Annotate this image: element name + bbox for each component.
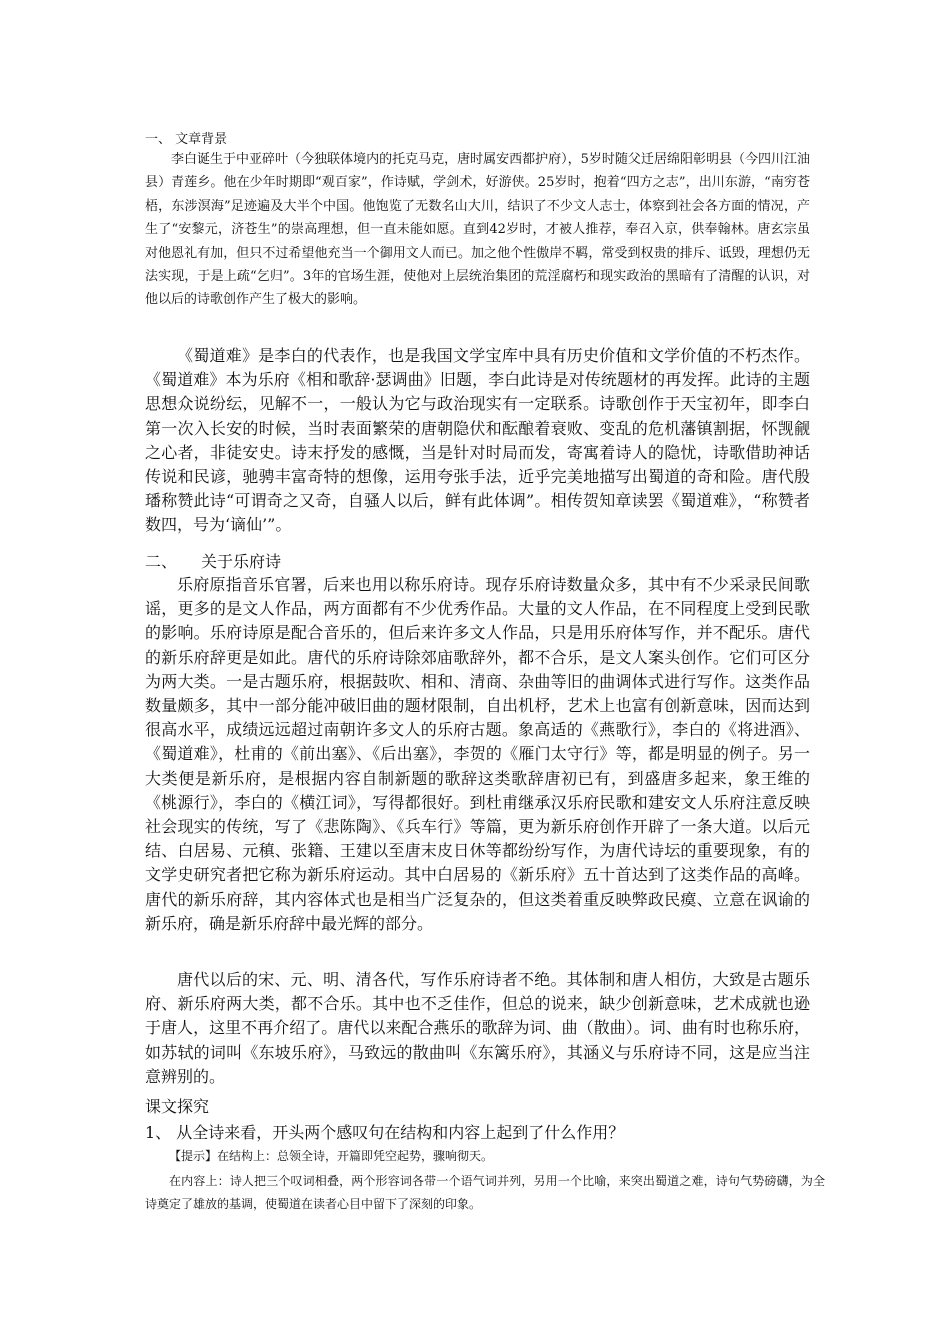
- paragraph-li-bai-biography: 李白诞生于中亚碎叶（今独联体境内的托克马克，唐时属安西都护府），5岁时随父迁居绵阳彰明县（今四川江油县）青莲乡。他在少年时期即“观百家”，作诗赋，学剑术，好游侠。25岁时，抱着“四方之志”，出川东游，“南穷苍梧，东涉溟海”足迹遍及大半个中国。他饱览了无数名山大川，结识了不少文人志士，体察到社会各方面的情况，产生了“安黎元，济苍生”的崇高理想，但一直未能如愿。直到42岁时，才被人推荐，奉召入京，供奉翰林。唐玄宗虽对他恩礼有加，但只不过希望他充当一个御用文人而已。加之他个性傲岸不羁，常受到权贵的排斥、诋毁，理想仍无法实现，于是上疏“乞归”。3年的官场生涯，使他对上层统治集团的荒淫腐朽和现实政治的黑暗有了清醒的认识，对他以后的诗歌创作产生了极大的影响。: [145, 152, 810, 308]
- hint-content: 在内容上：诗人把三个叹词相叠，两个形容词各带一个语气词并列，另用一个比喻，来突出蜀道之难，诗句气势磅礴，为全诗奠定了雄放的基调，使蜀道在读者心目中留下了深刻的印象。: [145, 1174, 825, 1211]
- section-heading-yuefu: 二、 关于乐府诗: [145, 552, 282, 571]
- hint-tag: 【提示】: [169, 1149, 218, 1163]
- question-1: 1、 从全诗来看，开头两个感叹句在结构和内容上起到了什么作用？: [145, 1123, 625, 1142]
- paragraph-yuefu-history: 乐府原指音乐官署，后来也用以称乐府诗。现存乐府诗数量众多，其中有不少采录民间歌谣，更多的是文人作品，两方面都有不少优秀作品。大量的文人作品，在不同程度上受到民歌的影响。乐府诗原是配合音乐的，但后来许多文人作品，只是用乐府体写作，并不配乐。唐代的新乐府辞更是如此。唐代的乐府诗除郊庙歌辞外，都不合乐，是文人案头创作。它们可区分为两大类。一是古题乐府，根据鼓吹、相和、清商、杂曲等旧的曲调体式进行写作。这类作品数量颇多，其中一部分能冲破旧曲的题材限制，自出机杼，艺术上也富有创新意味，因而达到很高水平，成绩远远超过南朝许多文人的乐府古题。象高适的《燕歌行》，李白的《将进酒》、《蜀道难》，杜甫的《前出塞》、《后出塞》，李贺的《雁门太守行》等，都是明显的例子。另一大类便是新乐府，是根据内容自制新题的歌辞这类歌辞唐初已有，到盛唐多起来，象王维的《桃源行》，李白的《横江词》，写得都很好。到杜甫继承汉乐府民歌和建安文人乐府注意反映社会现实的传统，写了《悲陈陶》、《兵车行》等篇，更为新乐府创作开辟了一条大道。以后元结、白居易、元稹、张籍、王建以至唐末皮日休等都纷纷写作，为唐代诗坛的重要现象，有的文学史研究者把它称为新乐府运动。其中白居易的《新乐府》五十首达到了这类作品的高峰。唐代的新乐府辞，其内容体式也是相当广泛复杂的，但这类着重反映弊政民瘼、立意在讽谕的新乐府，确是新乐府辞中最光辉的部分。: [145, 575, 810, 933]
- hint-structure: [145, 1145, 825, 1168]
- paragraph-shudaonan-intro: 《蜀道难》是李白的代表作，也是我国文学宝库中具有历史价值和文学价值的不朽杰作。《蜀道难》本为乐府《相和歌辞·瑟调曲》旧题，李白此诗是对传统题材的再发挥。此诗的主题思想众说纷纭，见解不一，一般认为它与政治现实有一定联系。诗歌创作于天宝初年，即李白第一次入长安的时候，当时表面繁荣的唐朝隐伏和酝酿着衰败、变乱的危机藩镇割据，怀觊觎之心者，非徒安史。诗末抒发的感慨，当是针对时局而发，寄寓着诗人的隐忧，诗歌借助神话传说和民谚，驰骋丰富奇特的想像，运用夸张手法，近乎完美地描写出蜀道的奇和险。唐代殷璠称赞此诗“可谓奇之又奇，自骚人以后，鲜有此体调”。相传贺知章读罢《蜀道难》，“称赞者数四，号为‘谪仙’”。: [145, 346, 810, 535]
- section-heading-background: 一、 文章背景: [145, 132, 228, 147]
- section-heading-explore: 课文探究: [145, 1097, 210, 1116]
- paragraph-yuefu-later: 唐代以后的宋、元、明、清各代，写作乐府诗者不绝。其体制和唐人相仿，大致是古题乐府、新乐府两大类，都不合乐。其中也不乏佳作，但总的说来，缺少创新意味，艺术成就也逊于唐人，这里不再介绍了。唐代以来配合燕乐的歌辞为词、曲（散曲）。词、曲有时也称乐府，如苏轼的词叫《东坡乐府》，马致远的散曲叫《东篱乐府》，其涵义与乐府诗不同，这是应当注意辨别的。: [145, 970, 810, 1086]
- hint-structure-text: 在结构上：总领全诗，开篇即凭空起势，骤响彻天。: [217, 1149, 494, 1163]
